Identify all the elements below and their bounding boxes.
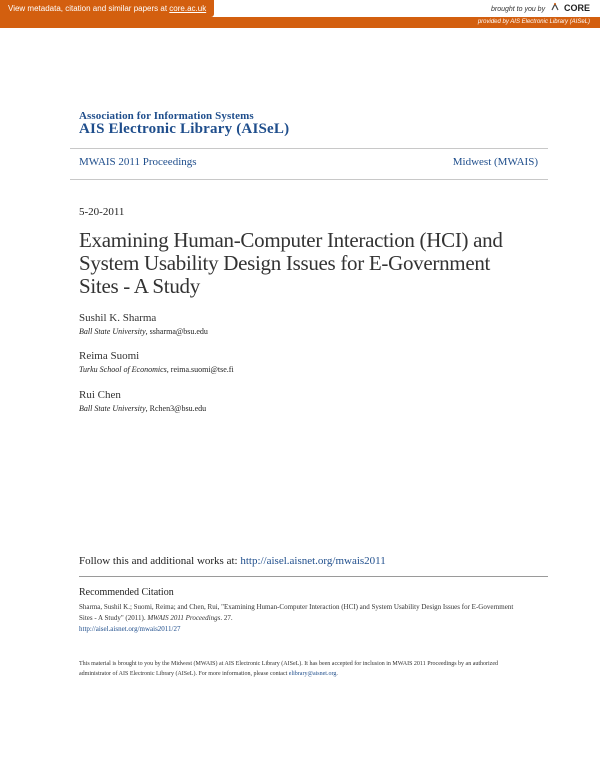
affiliation-email: , Rchen3@bsu.edu [145,404,207,413]
proceedings-link[interactable]: MWAIS 2011 Proceedings [79,156,197,168]
core-banner [0,0,600,28]
library-name[interactable]: AIS Electronic Library (AISeL) [79,121,290,137]
author-affiliation [79,365,234,374]
affiliation-email: , ssharma@bsu.edu [145,327,208,336]
citation-text: Sharma, Sushil K.; Suomi, Reima; and Chen, Rui, "Examining Human-Computer Interaction (HCI) and System Usability Design Issues for E-Government Sites - A Study" (2011). [79,603,514,622]
follow-text: Follow this and additional works at: [79,555,241,567]
core-brand[interactable]: CORE [563,3,590,13]
core-logo-icon [550,2,560,12]
affiliation-email: , reima.suomi@tse.fi [166,365,234,374]
follow-line [79,555,386,567]
divider-top [70,148,548,149]
follow-link[interactable]: http://aisel.aisnet.org/mwais2011 [240,555,386,567]
notice-text: This material is brought to you by the Midwest (MWAIS) at AIS Electronic Library (AISeL). It has been accepted for inclusion in MWAIS 2011 Proceedings by an authorized administrator of AIS Electronic Library (AISeL). For more information, please contact [79,661,499,677]
citation-link[interactable]: http://aisel.aisnet.org/mwais2011/27 [79,625,181,633]
citation-tail: . 27. [220,614,233,622]
citation [79,602,519,635]
recommended-heading: Recommended Citation [79,587,174,598]
notice-end: . [336,671,338,677]
affiliation-institution: Turku School of Economics [79,365,167,374]
divider-bottom [70,179,548,180]
region-link[interactable]: Midwest (MWAIS) [452,156,538,168]
core-link-prefix: View metadata, citation and similar papers at [8,4,170,13]
core-metadata-link[interactable] [0,0,214,17]
recommended-divider [79,576,548,577]
author-affiliation [79,404,206,413]
contact-email-link[interactable]: elibrary@aisnet.org [288,671,337,677]
core-ac-uk-link[interactable]: core.ac.uk [169,4,207,13]
paper-title: Examining Human-Computer Interaction (HCI) and System Usability Design Issues for E-Government Sites - A Study [79,228,503,298]
author-name: Reima Suomi [79,350,140,362]
citation-journal: MWAIS 2011 Proceedings [147,614,221,622]
core-brought-by [491,0,590,17]
access-notice [79,659,529,679]
author-name: Rui Chen [79,389,121,401]
core-banner-top [0,0,600,17]
affiliation-institution: Ball State University [79,327,146,336]
org-name[interactable]: Association for Information Systems [79,110,254,122]
affiliation-institution: Ball State University [79,404,146,413]
author-name: Sushil K. Sharma [79,312,157,324]
core-provided-bar [0,17,600,28]
core-provided-by: provided by AIS Electronic Library (AISeL) [477,19,590,25]
publication-date: 5-20-2011 [79,206,125,218]
author-affiliation [79,327,208,336]
brought-by-text: brought to you by [490,6,546,13]
